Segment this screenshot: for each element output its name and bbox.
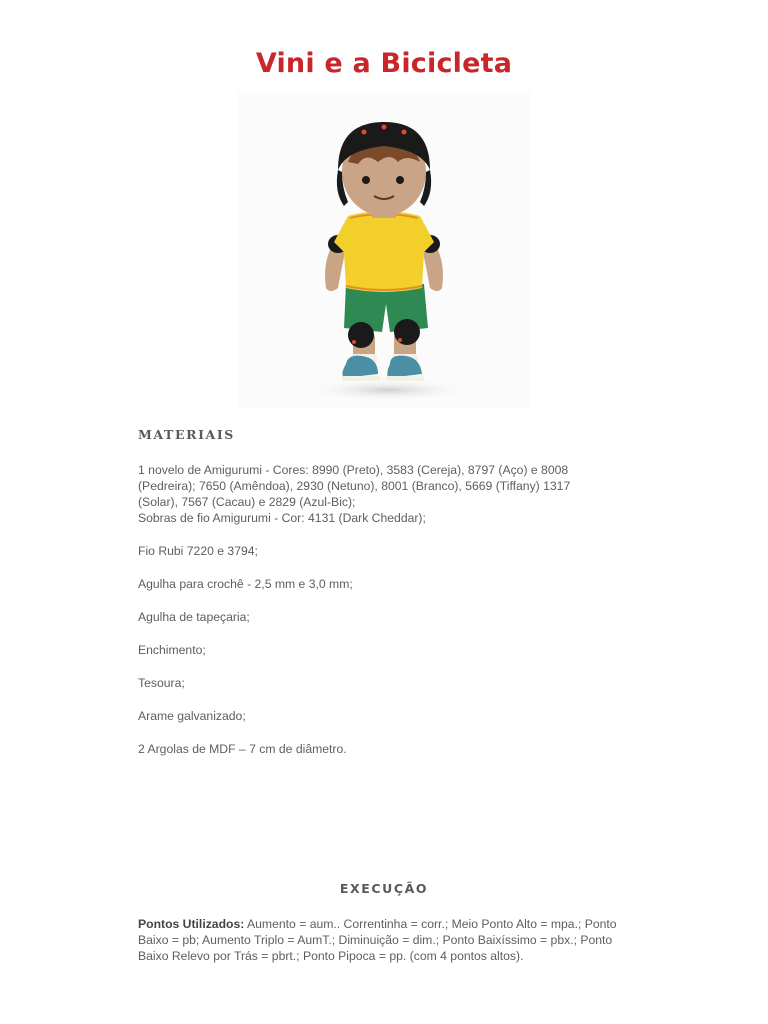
materials-item: Agulha de tapeçaria; — [138, 610, 250, 624]
materials-item: Fio Rubi 7220 e 3794; — [138, 544, 258, 558]
materials-heading: MATERIAIS — [138, 427, 235, 442]
execucao-heading: EXECUÇÃO — [339, 881, 429, 896]
materials-item: 2 Argolas de MDF – 7 cm de diâmetro. — [138, 742, 347, 756]
materials-item: Tesoura; — [138, 676, 185, 690]
pontos-text: Aumento = aum.. Correntinha = corr.; Meio Ponto Alto = mpa.; Ponto Baixo = pb; Aumento Triplo = AumT.; Diminuição = dim.; Ponto Baixíssimo = pbx.; Ponto Baixo Relevo por Trás = pbrt.; Ponto Pipoca = pp. (com 4 pontos altos). — [138, 917, 617, 963]
materials-item — [138, 462, 608, 526]
pontos-label: Pontos Utilizados: — [138, 917, 245, 931]
amigurumi-doll-photo — [238, 92, 530, 408]
page-title: Vini e a Bicicleta — [255, 48, 513, 80]
materials-item-line: Sobras de fio Amigurumi - Cor: 4131 (Dark Cheddar); — [138, 511, 426, 525]
materials-item: Agulha para crochê - 2,5 mm e 3,0 mm; — [138, 577, 353, 591]
materials-list — [138, 462, 608, 774]
materials-item-line: 1 novelo de Amigurumi - Cores: 8990 (Preto), 3583 (Cereja), 8797 (Aço) e 8008 (Pedreira); 7650 (Amêndoa), 2930 (Netuno), 8001 (Branco), 5669 (Tiffany) 1317 (Solar), 7567 (Cacau) e 2829 (Azul-Bic); — [138, 463, 571, 509]
materials-item: Enchimento; — [138, 643, 206, 657]
pontos-paragraph — [138, 916, 638, 964]
materials-item: Arame galvanizado; — [138, 709, 246, 723]
